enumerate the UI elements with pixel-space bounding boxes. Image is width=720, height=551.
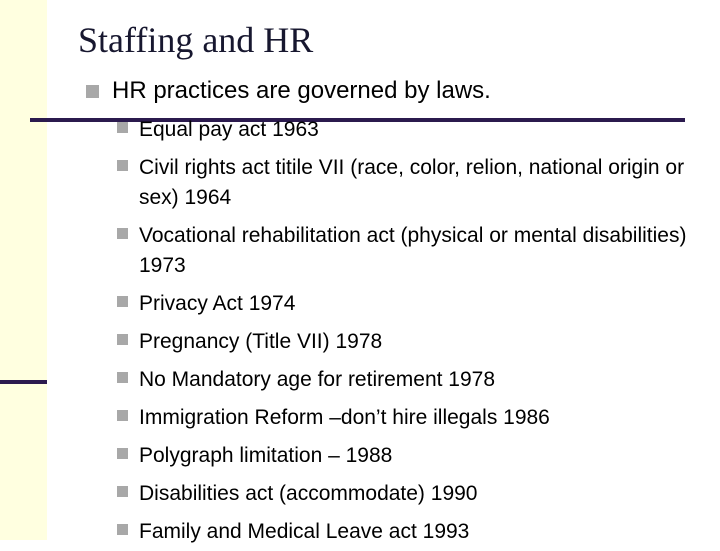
square-bullet-icon [117, 372, 128, 383]
square-bullet-icon [117, 448, 128, 459]
square-bullet-icon [117, 524, 128, 535]
list-item-text: No Mandatory age for retirement 1978 [139, 368, 496, 391]
list-item-text: Disabilities act (accommodate) 1990 [139, 482, 478, 505]
list-item [117, 399, 717, 436]
list-item [117, 513, 717, 550]
square-bullet-icon [117, 296, 128, 307]
list-item [117, 361, 717, 398]
list-item-text: Equal pay act 1963 [139, 118, 319, 141]
square-bullet-icon [117, 486, 128, 497]
square-bullet-icon [117, 410, 128, 421]
law-list [117, 111, 717, 551]
square-bullet-icon [117, 122, 128, 133]
list-item-text: Family and Medical Leave act 1993 [139, 520, 470, 543]
left-decorative-line [0, 380, 47, 384]
square-bullet-icon [86, 85, 99, 98]
list-item [117, 285, 717, 322]
main-bullet-text: HR practices are governed by laws. [112, 77, 491, 104]
list-item-text: Civil rights act titile VII (race, color, relion, national origin or sex) 1964 [139, 156, 685, 209]
square-bullet-icon [117, 228, 128, 239]
left-decorative-band [0, 0, 47, 540]
slide-title: Staffing and HR [78, 20, 314, 60]
list-item-text: Polygraph limitation – 1988 [139, 444, 393, 467]
list-item [117, 475, 717, 512]
list-item-text: Vocational rehabilitation act (physical or mental disabilities) 1973 [139, 224, 687, 277]
list-item-text: Pregnancy (Title VII) 1978 [139, 330, 383, 353]
square-bullet-icon [117, 160, 128, 171]
list-item [117, 217, 717, 284]
list-item-text: Privacy Act 1974 [139, 292, 296, 315]
list-item [117, 437, 717, 474]
list-item [117, 149, 717, 216]
list-item [117, 111, 717, 148]
main-bullet-item [86, 75, 491, 107]
list-item-text: Immigration Reform –don’t hire illegals 1986 [139, 406, 550, 429]
square-bullet-icon [117, 334, 128, 345]
list-item [117, 323, 717, 360]
